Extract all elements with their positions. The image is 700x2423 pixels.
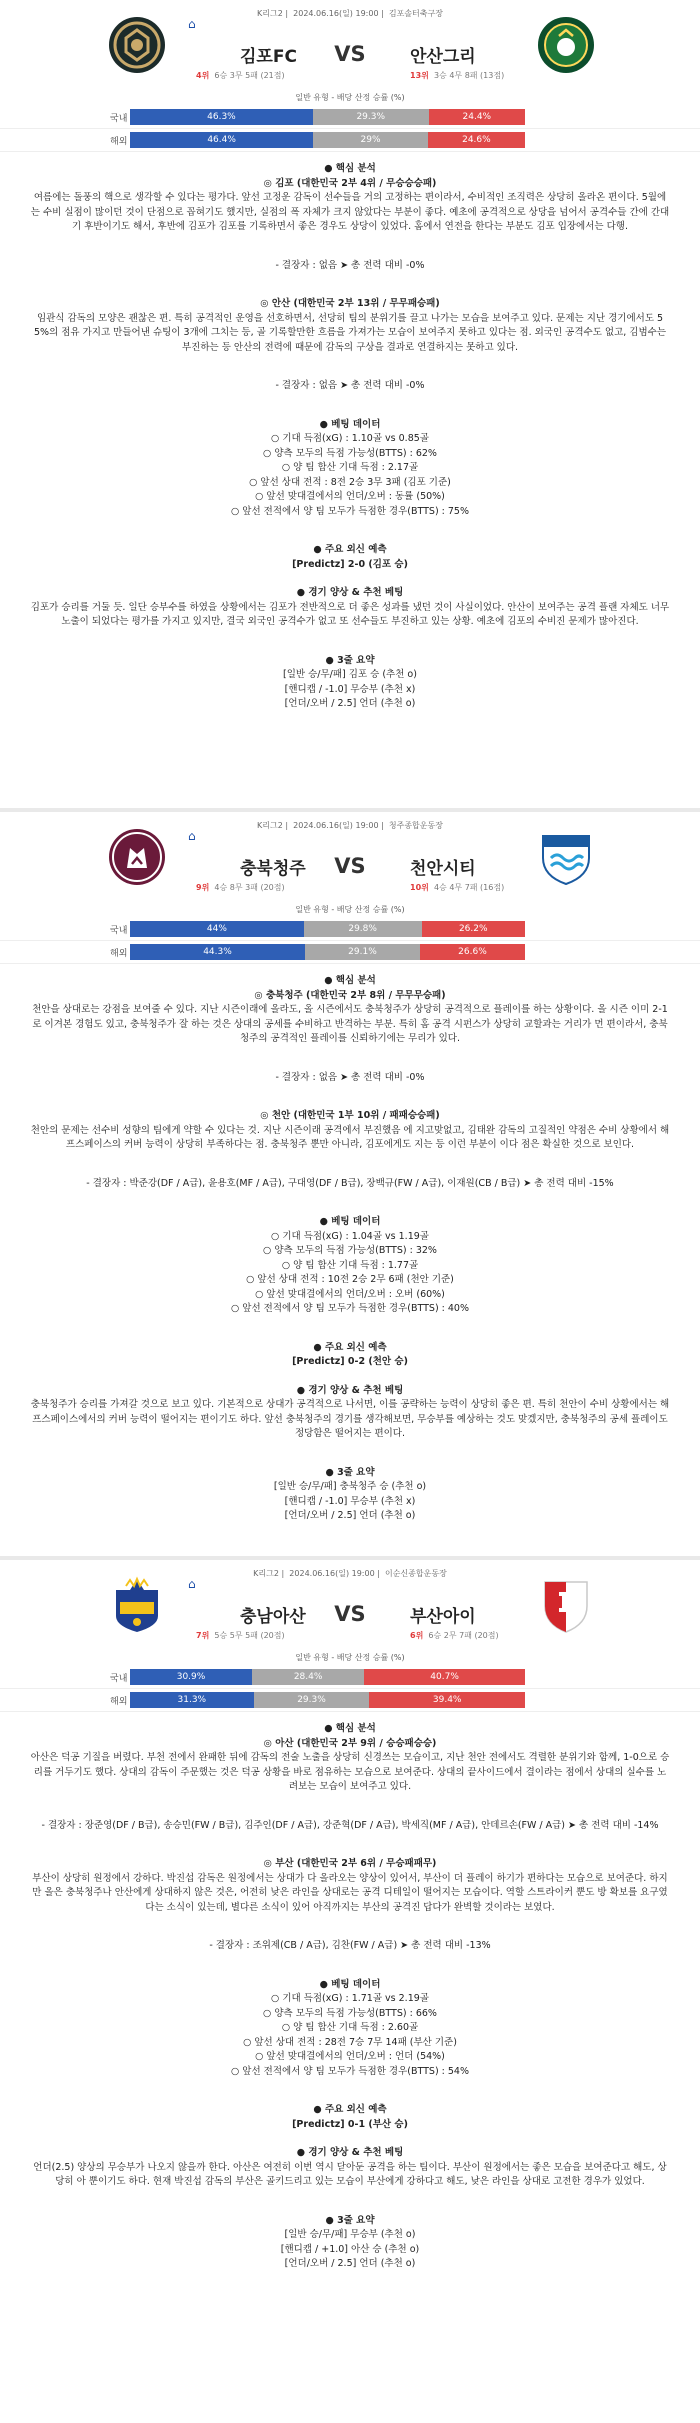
summary-item: [언더/오버 / 2.5] 언더 (추천 o) (284, 2258, 416, 2269)
away-team-logo (537, 828, 595, 886)
prediction-line: [Predictz] 2-0 (김포 승) (292, 558, 408, 570)
probability-row-label: 해외 (110, 1696, 128, 1707)
home-icon: ⌂ (188, 1577, 196, 1591)
summary-list (0, 668, 700, 712)
betting-data-title: ● 베팅 데이터 (319, 1216, 381, 1227)
home-win-segment: 46.4% (130, 132, 313, 148)
probability-row (0, 941, 700, 964)
flow-text: 김포가 승리를 거둘 듯. 일단 승부수를 하였을 상황에서는 김포가 전반적으로 더 좋은 성과를 냈던 것이 사실이었다. 안산이 보여주는 공격 플랜 자체도 너무 노출이 되었다는 평가를 가지고 있지만, 결국 외국인 공격수가 없고 또 선수들도 부진하고 있는 상황. 예초에 김포의 수비진 문제가 많아진다. (30, 601, 670, 627)
away-win-segment: 40.7% (364, 1669, 525, 1685)
betting-data-item: ○ 양 팀 합산 기대 득점 : 2.17골 (281, 462, 419, 473)
home-absentees: - 결장자 : 없음 ➤ 총 전력 대비 -0% (275, 1071, 425, 1083)
summary-item: [언더/오버 / 2.5] 언더 (추천 o) (284, 698, 416, 709)
home-win-segment: 46.3% (130, 109, 313, 125)
summary-item: [일반 승/무/패] 무승부 (추천 o) (284, 2229, 416, 2240)
betting-data-item: ○ 양측 모두의 득점 가능성(BTTS) : 32% (263, 1245, 437, 1256)
home-team-record: 4위 6승 3무 5패 (21점) (196, 71, 285, 80)
away-win-segment: 26.6% (420, 944, 525, 960)
home-analysis-head: ◎ 충북청주 (대한민국 2부 8위 / 무무무승패) (254, 989, 446, 1001)
away-analysis-text: 임관식 감독의 모양은 괜찮은 편. 특히 공격적인 운영을 선호하면서, 선당히 팀의 분위기를 끌고 나가는 모습을 보여주고 있다. 문제는 지난 경기에서도 5 5%의 점유 가지고 만들어낸 슈팅이 3개에 그치는 등, 골 기록할만한 흐름을 가져가는 모습이 보여주지 못하고 있다는 점. 외국인 공격수도 없고, 김범수는 부진하는 등 안산의 전력에 때문에 감독의 구상을 결과로 연결하지는 못하고 있다. (33, 312, 666, 353)
away-team-logo (537, 16, 595, 74)
prediction-line: [Predictz] 0-2 (천안 승) (292, 1356, 408, 1367)
home-absentees: - 결장자 : 없음 ➤ 총 전력 대비 -0% (275, 259, 425, 271)
betting-data-item: ○ 양 팀 합산 기대 득점 : 2.60골 (281, 2022, 419, 2033)
analysis-body (0, 1722, 700, 2272)
away-analysis-text: 부산이 상당히 원정에서 강하다. 박진섭 감독은 원정에서는 상대가 다 올라오는 양상이 있어서, 부산이 더 플레이 하기가 편하다는 모습으로 보여준다. 하지만 올은 충북청주나 안산에게 상대하지 않은 것은, 어전히 낮은 라인을 상대로는 공격 디테일이 떨어지는 모습이다. 역할 스트라이커 뿐도 방 확보를 요구였다는 소식이 있는데, 별다른 소식이 있어 아직까지는 부산의 공격진 답다가 완벽할 것이라는 보였다. (32, 1872, 668, 1913)
home-win-segment: 44% (130, 921, 304, 937)
betting-data-item: ○ 앞선 맞대결에서의 언더/오버 : 동률 (50%) (255, 491, 445, 502)
summary-title: ● 3줄 요약 (325, 654, 375, 666)
betting-data-title: ● 베팅 데이터 (319, 418, 381, 430)
summary-item: [핸디캡 / -1.0] 무승부 (추천 x) (284, 1495, 416, 1507)
betting-data-item: ○ 앞선 맞대결에서의 언더/오버 : 언더 (54%) (255, 2051, 445, 2062)
home-absentees: - 결장자 : 장준영(DF / B급), 송승민(FW / B급), 김주인(DF / A급), 강준혁(DF / A급), 박세직(MF / A급), 안데르손(FW / A급) ➤ 총 전력 대비 -14% (41, 1819, 659, 1831)
match-card (0, 1556, 700, 2360)
away-team-name: 천안시티 (410, 859, 476, 879)
away-team-logo (537, 1576, 595, 1634)
vs-label: VS (334, 854, 366, 878)
probability-bar (130, 1669, 525, 1685)
flow-text: 언더(2.5) 양상의 무승부가 나오지 않을까 한다. 아산은 여전히 이번 역시 닫아둔 공격을 하는 팀이다. 부산이 원정에서는 좋은 모습을 보여준다고 해도, 상당히 아 뿐이기도 하다. 현재 박진섭 감독의 부산은 골키드리고 있는 모습이 부산에게 강하다고 해도, 낮은 라인을 상대로 고전한 경우가 있었다. (33, 2161, 667, 2187)
home-win-segment: 30.9% (130, 1669, 252, 1685)
summary-item: [일반 승/무/패] 충북청주 승 (추천 o) (273, 1481, 427, 1492)
draw-segment: 29.8% (304, 921, 422, 937)
match-card (0, 0, 700, 800)
match-meta: K리그2 | 2024.06.16(일) 19:00 | 김포솔터축구장 (257, 9, 443, 18)
away-absentees: - 결장자 : 박준강(DF / A급), 윤용호(MF / A급), 구대영(DF / B급), 장백규(FW / A급), 이재원(CB / B급) ➤ 총 전력 대비 -15% (86, 1177, 614, 1189)
probability-row (0, 106, 700, 129)
probability-caption: 일반 유형 - 배당 산정 승률 (%) (295, 1653, 405, 1662)
betting-data-item: ○ 기대 득점(xG) : 1.71골 vs 2.19골 (271, 1993, 429, 2004)
probability-table (0, 918, 700, 964)
match-header (0, 0, 700, 92)
probability-caption: 일반 유형 - 배당 산정 승률 (%) (295, 905, 405, 914)
probability-row (0, 129, 700, 152)
probability-bar (130, 921, 525, 937)
probability-row-label: 국내 (110, 925, 128, 936)
away-absentees: - 결장자 : 없음 ➤ 총 전력 대비 -0% (275, 380, 425, 391)
betting-data-item: ○ 앞선 상대 전적 : 28전 7승 7무 14패 (부산 기준) (243, 2036, 457, 2048)
away-win-segment: 24.6% (428, 132, 525, 148)
away-win-segment: 26.2% (422, 921, 525, 937)
home-analysis-text: 여름에는 돌풍의 핵으로 생각할 수 있다는 평가다. 앞선 고정운 감독이 선수들을 거의 고정하는 편이라서, 수비적인 조직력은 상당히 올라온 편이다. 5월에는 수비 실점이 많이던 것이 단점으로 꼽혀기도 했지만, 실점의 폭 자체가 크지 않았다는 부분이 좋다. 예초에 공격적으로 상당을 넘어서 공격수들 간에 간대기 후반이기도 해서, 후반에 김포가 김포를 기록하면서 좋은 경우도 상당이 있었다. 홈에서 연전을 한다는 부분도 김포 입장에서는 다행. (30, 192, 670, 232)
probability-bar (130, 944, 525, 960)
probability-row (0, 1666, 700, 1689)
prediction-title: ● 주요 외신 예측 (313, 544, 387, 555)
probability-row-label: 해외 (110, 948, 128, 959)
betting-data-item: ○ 앞선 상대 전적 : 8전 2승 3무 3패 (김포 기준) (249, 476, 451, 488)
betting-data-item: ○ 앞선 맞대결에서의 언더/오버 : 오버 (60%) (255, 1288, 445, 1300)
section-title: ● 핵심 분석 (324, 975, 376, 986)
probability-row-label: 국내 (110, 113, 128, 124)
home-win-segment: 31.3% (130, 1692, 254, 1708)
draw-segment: 29.3% (313, 109, 429, 125)
away-team-name: 부산아이 (410, 1607, 476, 1627)
away-analysis-text: 천안의 문제는 선수비 성향의 팀에게 약할 수 있다는 것. 지난 시즌이래 공격에서 부진했음 에 지고맞없고, 김태완 감독의 고질적인 약점은 수비 상황에서 해프스페이스의 커버 능력이 상당히 부족하다는 점. 충북청주 뿐만 아니라, 김포에게도 지는 등 이런 부분이 이다 점은 확실한 것으로 보인다. (30, 1124, 670, 1150)
match-header (0, 812, 700, 904)
probability-caption: 일반 유형 - 배당 산정 승률 (%) (295, 93, 405, 102)
betting-data-item: ○ 앞선 전적에서 양 팀 모두가 득점한 경우(BTTS) : 75% (230, 505, 469, 517)
probability-table (0, 106, 700, 152)
betting-data-item: ○ 기대 득점(xG) : 1.10골 vs 0.85골 (271, 433, 429, 444)
betting-data-item: ○ 양측 모두의 득점 가능성(BTTS) : 66% (263, 2007, 437, 2019)
away-absentees: - 결장자 : 조위제(CB / A급), 김찬(FW / A급) ➤ 총 전력 대비 -13% (209, 1940, 491, 1951)
flow-text: 충북청주가 승리를 가져갈 것으로 보고 있다. 기본적으로 상대가 공격적으로 나서면, 이를 공략하는 능력이 상당히 좋은 편. 특히 천안이 수비 상황에서는 해프스페이스에서의 커버 능력이 떨어지는 편이기도 하다. 앞선 충북청주의 경기를 생각해보면, 무승부를 예상하는 것도 맞겠지만, 충북청주의 공세 플레이도 정당함은 떨어지는 편이다. (30, 1399, 670, 1439)
home-team-name: 충북청주 (240, 859, 306, 879)
probability-row (0, 1689, 700, 1712)
away-analysis-head: ◎ 부산 (대한민국 2부 6위 / 무승패패무) (263, 1858, 437, 1869)
summary-item: [언더/오버 / 2.5] 언더 (추천 o) (284, 1510, 416, 1521)
probability-bar (130, 132, 525, 148)
away-analysis-head: ◎ 천안 (대한민국 1부 10위 / 패패승승패) (260, 1110, 440, 1121)
match-header (0, 1560, 700, 1652)
home-team-record: 9위 4승 8무 3패 (20점) (196, 883, 285, 892)
betting-data-title: ● 베팅 데이터 (319, 1978, 381, 1990)
match-card (0, 808, 700, 1612)
section-title: ● 핵심 분석 (324, 1723, 376, 1734)
home-analysis-text: 천안을 상대로는 강점을 보여줄 수 있다. 지난 시즌이래에 올라도, 올 시즌에서도 충북청주가 상당히 공격적으로 플레이를 하는 상황이다. 올 시즌 이미 2-1로 이겨본 경험도 있고, 충북청주가 잘 하는 것은 상대의 공세를 수비하고 반격하는 부분. 특히 홈 공격 시펀스가 상당히 교할과는 거리가 먼 편이라서, 충북청주의 공격적인 플레이를 신뢰하기에는 무리가 있다. (32, 1004, 668, 1044)
home-analysis-text: 아산은 덕공 기질을 버렸다. 부천 전에서 완패한 뒤에 감독의 전술 노출을 상당히 신경쓰는 모습이고, 지난 천안 전에서도 격렬한 분위기와 함께, 1-0으로 승리를 거두기도 했다. 상대의 감독이 주문했는 것은 덕공 상황을 바로 점유하는 모습으로 보여준다. 상대의 끝사이드에서 결이라는 점에서 상대의 실수를 노려보는 모습이 보여주고 있다. (30, 1752, 670, 1792)
summary-list (0, 1480, 700, 1524)
away-analysis-head: ◎ 안산 (대한민국 2부 13위 / 무무패승패) (260, 298, 440, 309)
summary-list (0, 2228, 700, 2272)
home-analysis-head: ◎ 김포 (대한민국 2부 4위 / 무승승승패) (263, 177, 437, 189)
draw-segment: 28.4% (252, 1669, 364, 1685)
betting-data-item: ○ 양 팀 합산 기대 득점 : 1.77골 (281, 1259, 419, 1271)
betting-data-item: ○ 앞선 상대 전적 : 10전 2승 2무 6패 (천안 기준) (246, 1274, 454, 1285)
prediction-title: ● 주요 외신 예측 (313, 2104, 387, 2115)
match-meta: K리그2 | 2024.06.16(일) 19:00 | 청주종합운동장 (257, 821, 443, 830)
betting-data-item: ○ 양측 모두의 득점 가능성(BTTS) : 62% (263, 447, 437, 459)
away-win-segment: 24.4% (429, 109, 525, 125)
betting-data-list (0, 1230, 700, 1317)
home-win-segment: 44.3% (130, 944, 305, 960)
analysis-body (0, 162, 700, 712)
draw-segment: 29.3% (254, 1692, 370, 1708)
betting-data-list (0, 432, 700, 519)
home-team-record: 7위 5승 5무 5패 (20점) (196, 1631, 285, 1640)
home-team-name: 충남아산 (240, 1607, 306, 1627)
betting-data-list (0, 1992, 700, 2079)
draw-segment: 29.1% (305, 944, 420, 960)
away-team-record: 13위 3승 4무 8패 (13점) (410, 71, 505, 80)
probability-row (0, 918, 700, 941)
flow-title: ● 경기 양상 & 추천 베팅 (296, 1384, 404, 1396)
summary-title: ● 3줄 요약 (325, 1466, 375, 1478)
home-icon: ⌂ (188, 829, 196, 843)
analysis-body (0, 974, 700, 1524)
section-title: ● 핵심 분석 (324, 163, 376, 174)
draw-segment: 29% (313, 132, 428, 148)
away-win-segment: 39.4% (369, 1692, 525, 1708)
home-team-name: 김포FC (240, 47, 297, 67)
home-icon: ⌂ (188, 17, 196, 31)
prediction-line: [Predictz] 0-1 (부산 승) (292, 2118, 408, 2130)
flow-title: ● 경기 양상 & 추천 베팅 (296, 2147, 404, 2158)
away-team-name: 안산그리 (410, 47, 476, 67)
away-team-record: 10위 4승 4무 7패 (16점) (410, 883, 505, 892)
home-analysis-head: ◎ 아산 (대한민국 2부 9위 / 승승패승승) (263, 1737, 437, 1749)
vs-label: VS (334, 1602, 366, 1626)
probability-row-label: 국내 (110, 1673, 128, 1684)
vs-label: VS (334, 42, 366, 66)
probability-bar (130, 109, 525, 125)
summary-item: [핸디캡 / +1.0] 아산 승 (추천 o) (280, 2243, 420, 2255)
away-team-record: 6위 6승 2무 7패 (20점) (410, 1631, 499, 1640)
probability-table (0, 1666, 700, 1712)
betting-data-item: ○ 앞선 전적에서 양 팀 모두가 득점한 경우(BTTS) : 54% (230, 2065, 469, 2077)
probability-bar (130, 1692, 525, 1708)
summary-title: ● 3줄 요약 (325, 2214, 375, 2226)
summary-item: [핸디캡 / -1.0] 무승부 (추천 x) (284, 683, 416, 695)
betting-data-item: ○ 기대 득점(xG) : 1.04골 vs 1.19골 (271, 1230, 429, 1242)
summary-item: [일반 승/무/패] 김포 승 (추천 o) (283, 669, 417, 680)
match-meta: K리그2 | 2024.06.16(일) 19:00 | 이순신종합운동장 (253, 1569, 447, 1578)
prediction-title: ● 주요 외신 예측 (313, 1341, 387, 1353)
flow-title: ● 경기 양상 & 추천 베팅 (296, 587, 404, 598)
probability-row-label: 해외 (110, 136, 128, 147)
betting-data-item: ○ 앞선 전적에서 양 팀 모두가 득점한 경우(BTTS) : 40% (230, 1303, 469, 1314)
